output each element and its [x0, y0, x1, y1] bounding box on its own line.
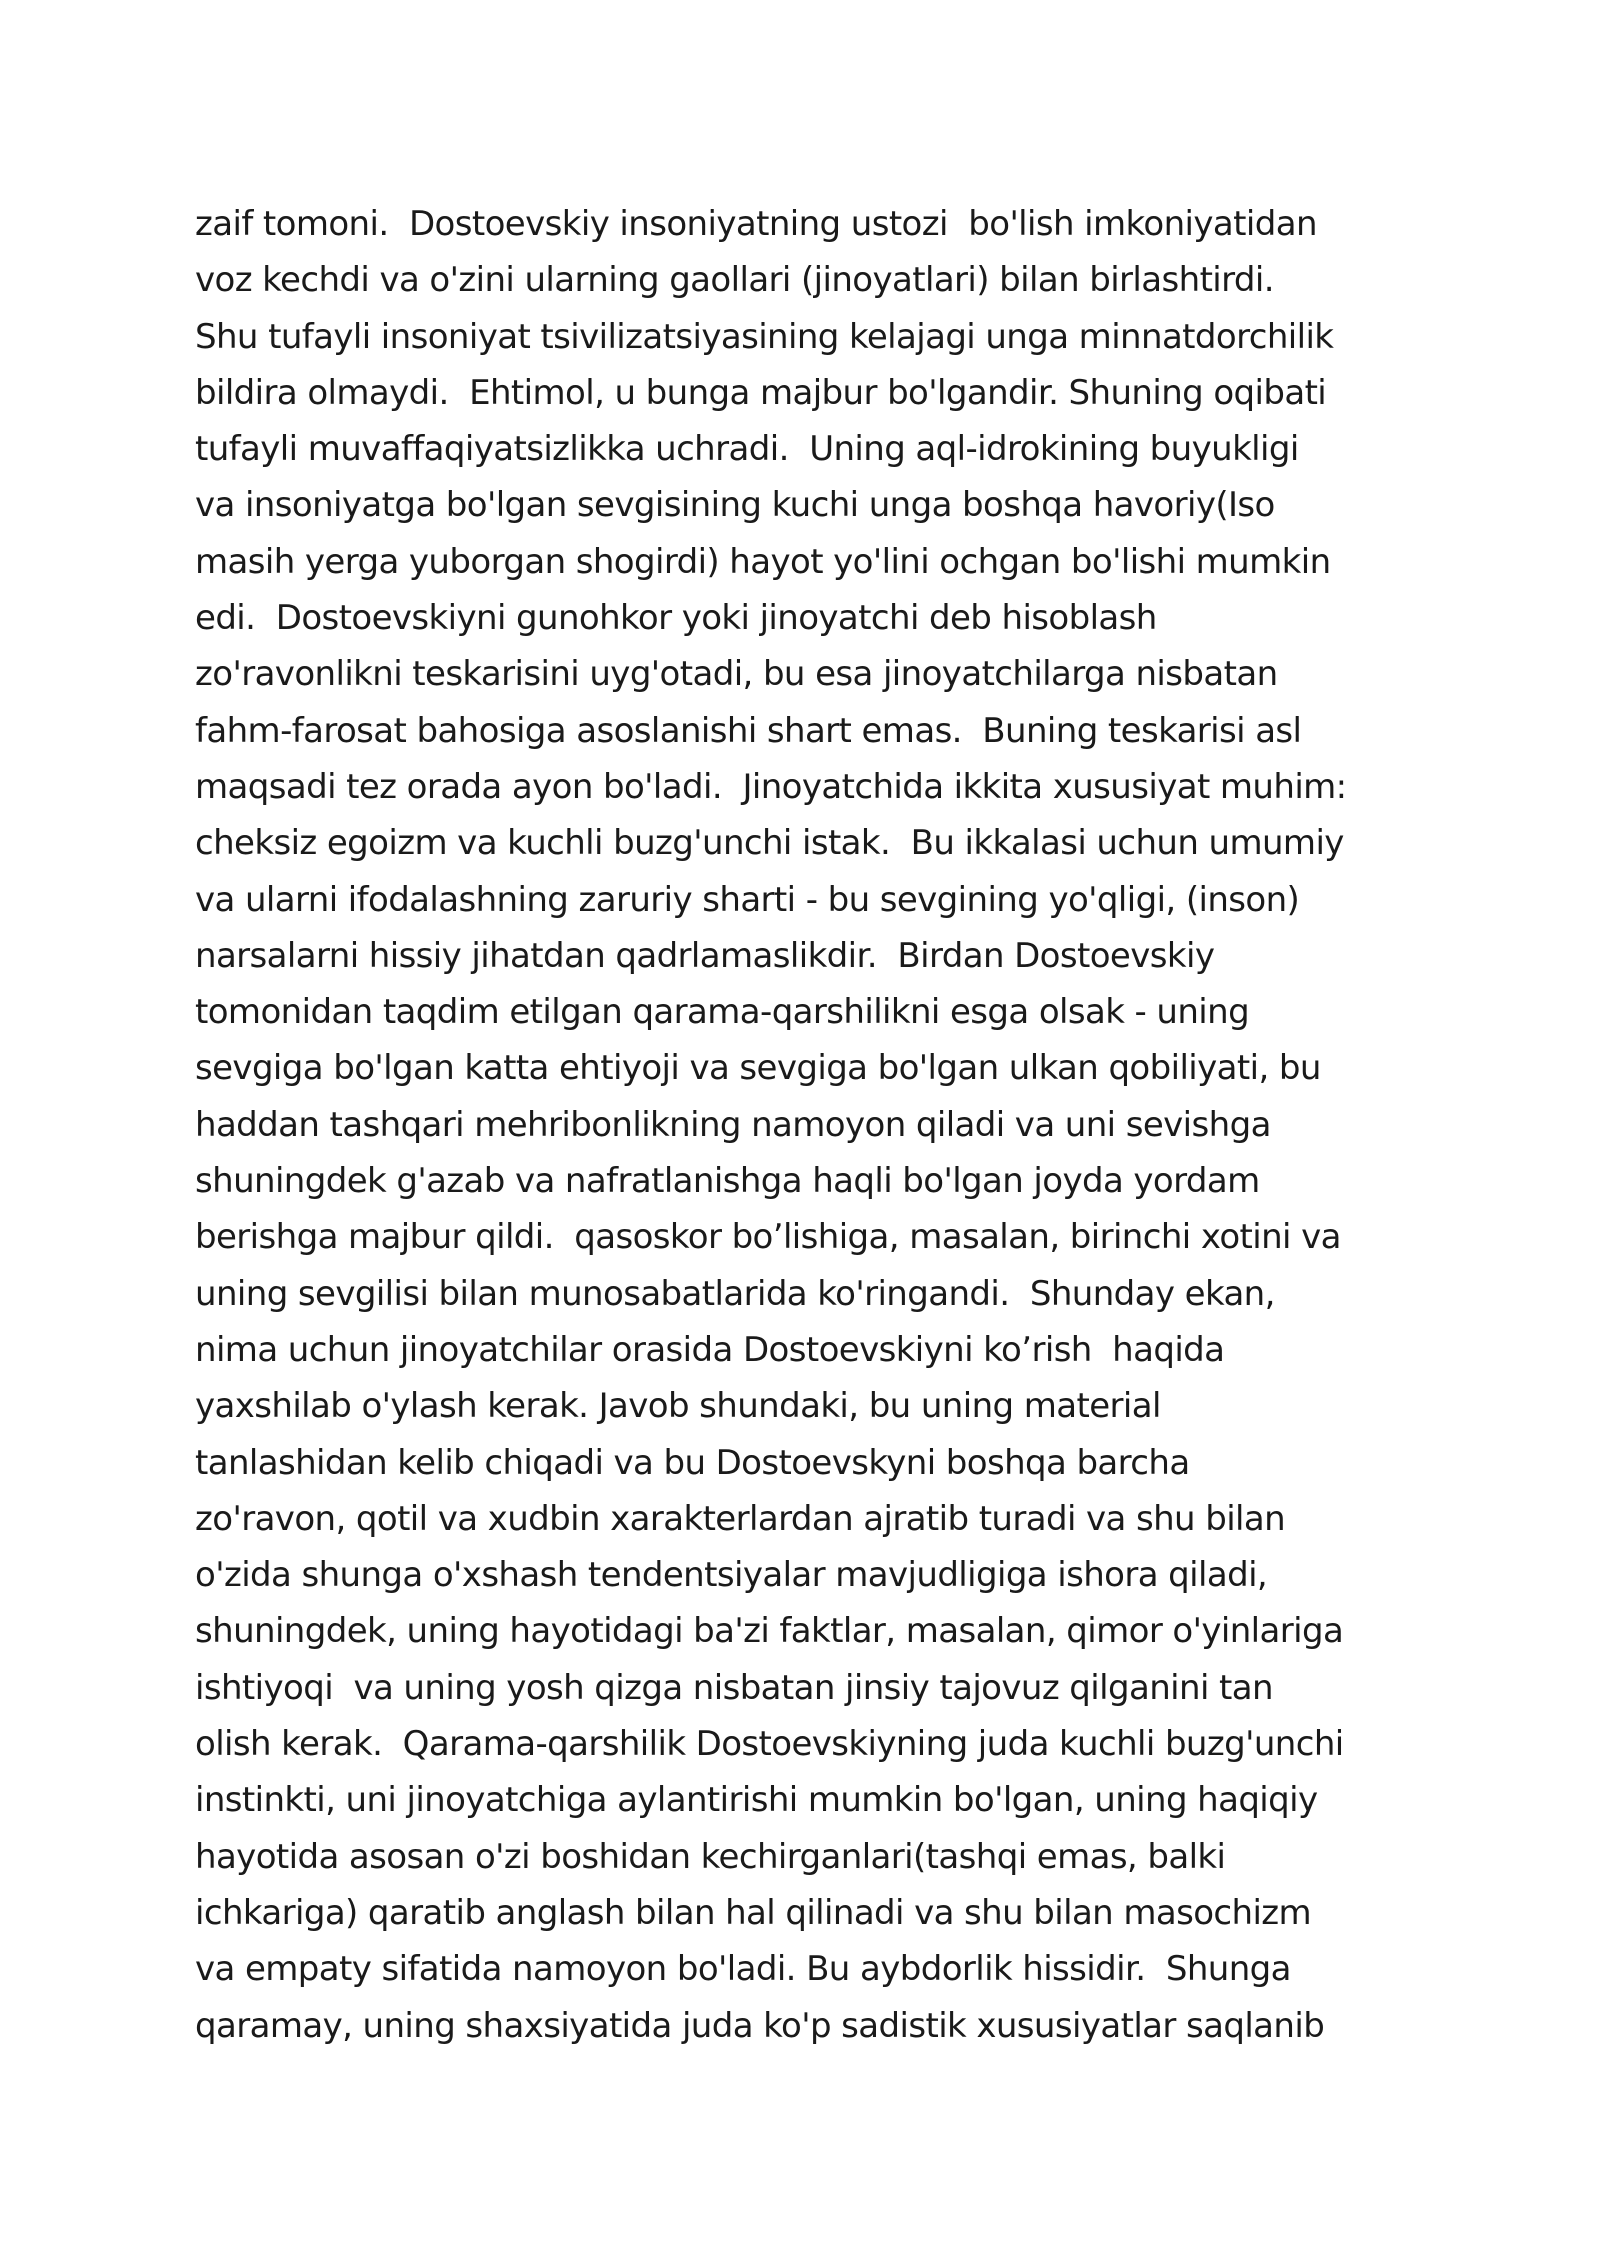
- text-line: bildira olmaydi. Ehtimol, u bunga majbur bo'lgandir. Shuning oqibati: [195, 372, 1327, 413]
- text-line: edi. Dostoevskiyni gunohkor yoki jinoyatchi deb hisoblash: [195, 598, 1157, 639]
- text-line: hayotida asosan o'zi boshidan kechirganlari(tashqi emas, balki: [195, 1836, 1226, 1877]
- text-line: ichkariga) qaratib anglash bilan hal qilinadi va shu bilan masochizm: [195, 1892, 1312, 1933]
- text-line: nima uchun jinoyatchilar orasida Dostoevskiyni ko’rish haqida: [195, 1329, 1225, 1370]
- text-line: fahm-farosat bahosiga asoslanishi shart emas. Buning teskarisi asl: [195, 710, 1302, 751]
- text-line: cheksiz egoizm va kuchli buzg'unchi istak. Bu ikkalasi uchun umumiy: [195, 823, 1344, 864]
- text-line: maqsadi tez orada ayon bo'ladi. Jinoyatchida ikkita xususiyat muhim:: [195, 766, 1347, 807]
- text-line: sevgiga bo'lgan katta ehtiyoji va sevgiga bo'lgan ulkan qobiliyati, bu: [195, 1048, 1321, 1089]
- text-line: tomonidan taqdim etilgan qarama-qarshilikni esga olsak - uning: [195, 992, 1250, 1033]
- text-line: shuningdek, uning hayotidagi ba'zi faktlar, masalan, qimor o'yinlariga: [195, 1611, 1344, 1652]
- text-line: voz kechdi va o'zini ularning gaollari (jinoyatlari) bilan birlashtirdi.: [195, 260, 1274, 301]
- text-line: va ularni ifodalashning zaruriy sharti - bu sevgining yo'qligi, (inson): [195, 879, 1300, 920]
- text-line: haddan tashqari mehribonlikning namoyon qiladi va uni sevishga: [195, 1104, 1271, 1145]
- text-line: masih yerga yuborgan shogirdi) hayot yo'lini ochgan bo'lishi mumkin: [195, 541, 1331, 582]
- text-line: tanlashidan kelib chiqadi va bu Dostoevskyni boshqa barcha: [195, 1442, 1190, 1483]
- text-line: berishga majbur qildi. qasoskor bo’lishiga, masalan, birinchi xotini va: [195, 1217, 1341, 1258]
- body-text: [195, 196, 1455, 2054]
- text-line: narsalarni hissiy jihatdan qadrlamaslikdir. Birdan Dostoevskiy: [195, 935, 1215, 976]
- text-line: Shu tufayli insoniyat tsivilizatsiyasining kelajagi unga minnatdorchilik: [195, 316, 1334, 357]
- text-line: va insoniyatga bo'lgan sevgisining kuchi unga boshqa havoriy(Iso: [195, 485, 1275, 526]
- text-line: olish kerak. Qarama-qarshilik Dostoevskiyning juda kuchli buzg'unchi: [195, 1724, 1344, 1765]
- text-line: tufayli muvaffaqiyatsizlikka uchradi. Uning aql-idrokining buyukligi: [195, 429, 1299, 470]
- text-line: zaif tomoni. Dostoevskiy insoniyatning ustozi bo'lish imkoniyatidan: [195, 204, 1317, 244]
- text-line: zo'ravonlikni teskarisini uyg'otadi, bu esa jinoyatchilarga nisbatan: [195, 654, 1278, 695]
- text-line: uning sevgilisi bilan munosabatlarida ko'ringandi. Shunday ekan,: [195, 1273, 1275, 1314]
- text-line: shuningdek g'azab va nafratlanishga haqli bo'lgan joyda yordam: [195, 1161, 1260, 1202]
- text-line: o'zida shunga o'xshash tendentsiyalar mavjudligiga ishora qiladi,: [195, 1555, 1268, 1596]
- text-line: instinkti, uni jinoyatchiga aylantirishi mumkin bo'lgan, uning haqiqiy: [195, 1780, 1318, 1821]
- text-line: qaramay, uning shaxsiyatida juda ko'p sadistik xususiyatlar saqlanib: [195, 2005, 1325, 2046]
- text-line: yaxshilab o'ylash kerak. Javob shundaki, bu uning material: [195, 1386, 1161, 1427]
- text-line: ishtiyoqi va uning yosh qizga nisbatan jinsiy tajovuz qilganini tan: [195, 1667, 1273, 1708]
- text-line: zo'ravon, qotil va xudbin xarakterlardan ajratib turadi va shu bilan: [195, 1498, 1286, 1539]
- text-line: va empaty sifatida namoyon bo'ladi. Bu aybdorlik hissidir. Shunga: [195, 1949, 1291, 1990]
